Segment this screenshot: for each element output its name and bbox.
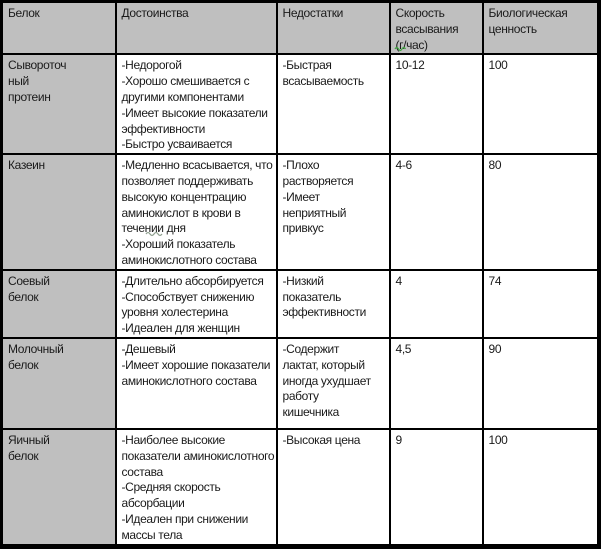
advantage-line: -Имеет хорошие показатели: [121, 357, 271, 372]
cell-advantages: [116, 154, 277, 270]
disadvantage-line: лактат, который: [282, 357, 365, 372]
protein-name-line: белок: [8, 448, 39, 463]
header-row: [2, 2, 599, 55]
absorption-rate-value: 9: [395, 432, 402, 447]
cell-advantages: [116, 429, 277, 546]
disadvantage-line: -Плохо: [282, 158, 320, 173]
cell-biological-value: [483, 270, 599, 338]
protein-name-line: Молочный: [8, 341, 64, 356]
header-cell-protein: [2, 2, 116, 55]
disadvantage-line: -Содержит: [282, 341, 339, 356]
advantage-line: -Длительно абсорбируется: [121, 273, 264, 288]
table-row: [2, 270, 599, 338]
advantage-line: -Недорогой: [121, 58, 182, 73]
protein-name-line: протеин: [8, 89, 51, 104]
cell-absorption-rate: [390, 54, 483, 154]
cell-protein-name: [2, 154, 116, 270]
advantage-line: абсорбации: [121, 496, 185, 511]
absorption-rate-value: 4-6: [395, 158, 412, 173]
absorption-rate-value: 4: [395, 273, 402, 288]
header-label: Недостатки: [282, 6, 343, 20]
table-body: [2, 54, 599, 546]
table-row: [2, 338, 599, 429]
cell-protein-name: [2, 338, 116, 429]
table-header: [2, 2, 599, 55]
cell-advantages: [116, 338, 277, 429]
advantage-line: эффективности: [121, 121, 205, 136]
disadvantage-line: -Имеет: [282, 189, 320, 204]
absorption-rate-value: 4,5: [395, 341, 412, 356]
advantage-line: -Имеет высокие показатели: [121, 105, 268, 120]
advantage-line: -Наиболее высокие: [121, 432, 225, 447]
header-label: Биологическая: [488, 6, 568, 20]
cell-advantages: [116, 270, 277, 338]
cell-protein-name: [2, 429, 116, 546]
cell-biological-value: [483, 338, 599, 429]
cell-disadvantages: [277, 270, 390, 338]
biological-value: 90: [488, 341, 502, 356]
disadvantage-line: показатель: [282, 289, 342, 304]
cell-advantages: [116, 54, 277, 154]
cell-protein-name: [2, 54, 116, 154]
protein-name-line: белок: [8, 357, 39, 372]
advantage-line: -Хорошо смешивается с: [121, 74, 250, 89]
advantage-line: -Быстро усваивается: [121, 137, 233, 152]
cell-biological-value: [483, 429, 599, 546]
disadvantage-line: кишечника: [282, 405, 339, 420]
header-label: ценность: [488, 21, 537, 36]
table-row: [2, 429, 599, 546]
advantage-line: позволяет поддерживать: [121, 173, 253, 188]
disadvantage-line: привкус: [282, 221, 324, 236]
cell-biological-value: [483, 54, 599, 154]
disadvantage-line: иногда ухудшает: [282, 373, 371, 388]
advantage-line: -Дешевый: [121, 341, 176, 356]
disadvantage-line: -Низкий: [282, 273, 324, 288]
absorption-rate-value: 10-12: [395, 58, 425, 73]
cell-absorption-rate: [390, 338, 483, 429]
advantage-line: показатели аминокислотного: [121, 448, 275, 463]
advantage-line: -Медленно всасывается, что: [121, 158, 273, 173]
cell-biological-value: [483, 154, 599, 270]
protein-name-line: Сывороточ: [8, 58, 67, 73]
cell-absorption-rate: [390, 154, 483, 270]
table-row: [2, 54, 599, 154]
cell-disadvantages: [277, 54, 390, 154]
table-row: [2, 154, 599, 270]
advantage-line: -Идеален при снижении: [121, 511, 249, 526]
protein-name-line: Казеин: [8, 158, 45, 173]
disadvantage-line: растворяется: [282, 173, 354, 188]
header-cell-advantages: [116, 2, 277, 55]
advantage-line: -Способствует снижению: [121, 289, 255, 304]
advantage-line: другими компонентами: [121, 89, 244, 104]
protein-name-line: белок: [8, 289, 39, 304]
cell-disadvantages: [277, 154, 390, 270]
advantage-line: уровня холестерина: [121, 305, 228, 320]
header-cell-bio-value: [483, 2, 599, 55]
advantage-line: аминокислотного состава: [121, 373, 257, 388]
biological-value: 74: [488, 273, 502, 288]
advantage-line: течении дня: [121, 221, 186, 236]
disadvantage-line: -Быстрая: [282, 58, 332, 73]
disadvantage-line: -Высокая цена: [282, 432, 361, 447]
disadvantage-line: эффективности: [282, 305, 366, 320]
advantage-line: состава: [121, 464, 163, 479]
cell-absorption-rate: [390, 429, 483, 546]
header-label: Скорость: [395, 6, 445, 20]
advantage-line: аминокислот в крови в: [121, 205, 241, 220]
cell-disadvantages: [277, 429, 390, 546]
protein-name-line: Соевый: [8, 273, 50, 288]
header-label: всасывания: [395, 21, 459, 36]
disadvantage-line: неприятный: [282, 205, 347, 220]
advantage-line: -Идеален для женщин: [121, 321, 240, 336]
cell-absorption-rate: [390, 270, 483, 338]
disadvantage-line: всасываемость: [282, 74, 364, 89]
disadvantage-line: работу: [282, 389, 319, 404]
protein-name-line: ный: [8, 74, 29, 89]
advantage-line: массы тела: [121, 527, 183, 542]
protein-name-line: Яичный: [8, 432, 50, 447]
header-label: Достоинства: [121, 6, 189, 20]
advantage-line: аминокислотного состава: [121, 252, 257, 267]
header-label: (г/час): [395, 37, 428, 52]
advantage-line: -Средняя скорость: [121, 480, 221, 495]
header-cell-absorption: [390, 2, 483, 55]
advantage-line: высокую концентрацию: [121, 189, 247, 204]
cell-protein-name: [2, 270, 116, 338]
advantage-line: -Хороший показатель: [121, 237, 236, 252]
header-label: Белок: [8, 6, 40, 20]
biological-value: 100: [488, 432, 508, 447]
cell-disadvantages: [277, 338, 390, 429]
biological-value: 80: [488, 158, 502, 173]
biological-value: 100: [488, 58, 508, 73]
header-cell-disadvantages: [277, 2, 390, 55]
